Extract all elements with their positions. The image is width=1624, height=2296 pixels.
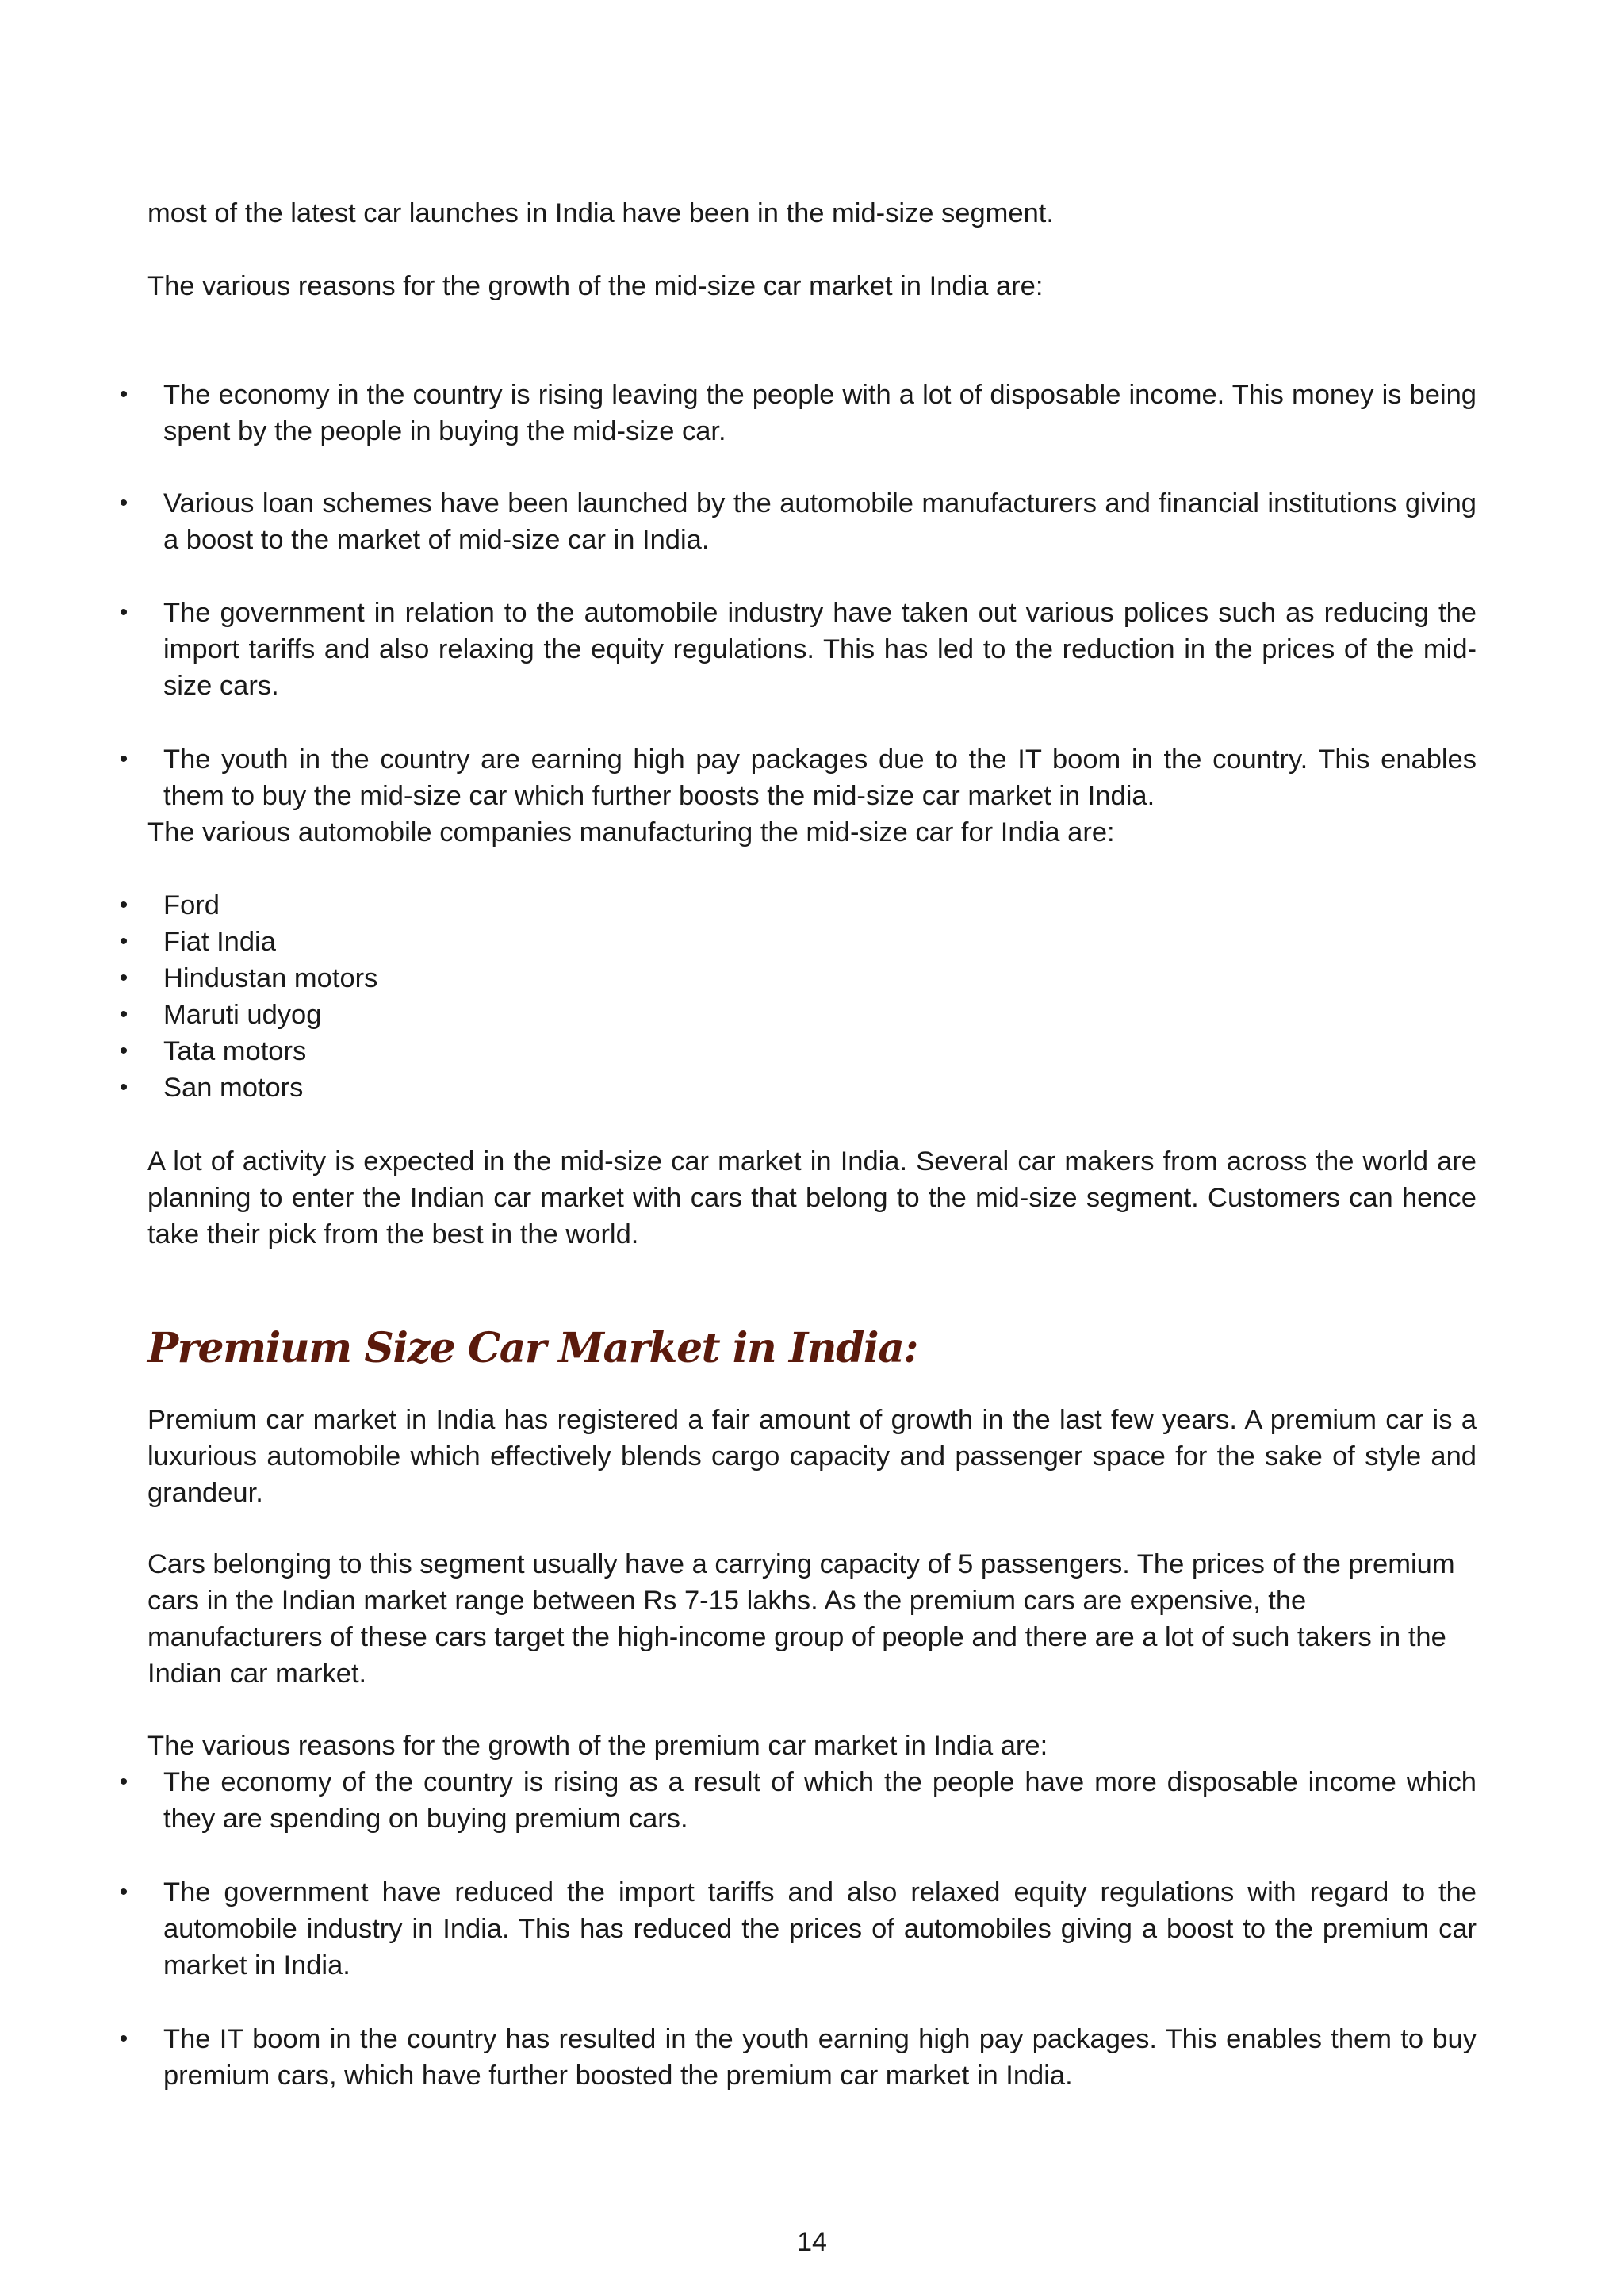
page-number: 14 bbox=[797, 2227, 827, 2257]
list-item: Maruti udyog bbox=[163, 1000, 322, 1030]
premium-paragraph-1: Premium car market in India has registered a fair amount of growth in the last few years. A premium car is a luxurious automobile which effectively blends cargo capacity and passenger space for the sake of style and grandeur. bbox=[147, 1405, 1477, 1508]
premium-reasons-intro: The various reasons for the growth of the premium car market in India are: bbox=[147, 1731, 1048, 1761]
list-item: Hindustan motors bbox=[163, 963, 378, 993]
bullet-icon: • bbox=[119, 928, 128, 955]
list-item: The government have reduced the import tariffs and also relaxed equity regulations with regard to the automobile industry in India. This has reduced the prices of automobiles giving a boost to the premium car market in India. bbox=[163, 1877, 1477, 1980]
premium-paragraph-2: Cars belonging to this segment usually have a carrying capacity of 5 passengers. The prices of the premium cars in the Indian market range between Rs 7-15 lakhs. As the premium cars are expensive, the manufacturers of these cars target the high-income group of people and there are a lot of such takers in the Indian car market. bbox=[147, 1549, 1455, 1689]
list-item: The government in relation to the automobile industry have taken out various polices such as reducing the import tariffs and also relaxing the equity regulations. This has led to the reduction in the prices of the mid-size cars. bbox=[163, 598, 1477, 701]
bullet-icon: • bbox=[119, 1769, 128, 1795]
list-item: The economy of the country is rising as a result of which the people have more disposable income which they are spending on buying premium cars. bbox=[163, 1767, 1477, 1834]
list-item: Various loan schemes have been launched by the automobile manufacturers and financial institutions giving a boost to the market of mid-size car in India. bbox=[163, 488, 1477, 555]
midsize-outlook-paragraph: A lot of activity is expected in the mid-size car market in India. Several car makers from across the world are planning to enter the Indian car market with cars that belong to the mid-size segment. Customers can hence take their pick from the best in the world. bbox=[147, 1146, 1477, 1249]
bullet-icon: • bbox=[119, 599, 128, 626]
bullet-icon: • bbox=[119, 1074, 128, 1100]
intro-line: most of the latest car launches in India have been in the mid-size segment. bbox=[147, 198, 1054, 228]
list-item: Tata motors bbox=[163, 1036, 307, 1066]
list-item: The economy in the country is rising leaving the people with a lot of disposable income. This money is being spent by the people in buying the mid-size car. bbox=[163, 380, 1477, 446]
bullet-icon: • bbox=[119, 2026, 128, 2052]
bullet-icon: • bbox=[119, 892, 128, 918]
bullet-icon: • bbox=[119, 1879, 128, 1905]
bullet-icon: • bbox=[119, 1038, 128, 1064]
list-item: Fiat India bbox=[163, 927, 276, 957]
bullet-icon: • bbox=[119, 965, 128, 991]
section-heading: Premium Size Car Market in India: bbox=[147, 1324, 918, 1372]
bullet-icon: • bbox=[119, 1001, 128, 1027]
list-item: The IT boom in the country has resulted in the youth earning high pay packages. This enables them to buy premium cars, which have further boosted the premium car market in India. bbox=[163, 2024, 1477, 2091]
bullet-icon: • bbox=[119, 490, 128, 516]
list-item: The youth in the country are earning high pay packages due to the IT boom in the country. This enables them to buy the mid-size car which further boosts the mid-size car market in India. bbox=[163, 744, 1477, 811]
bullet-icon: • bbox=[119, 746, 128, 772]
midsize-reasons-intro: The various reasons for the growth of the mid-size car market in India are: bbox=[147, 271, 1044, 301]
companies-intro: The various automobile companies manufacturing the mid-size car for India are: bbox=[147, 817, 1115, 848]
bullet-icon: • bbox=[119, 381, 128, 408]
list-item: San motors bbox=[163, 1073, 304, 1103]
list-item: Ford bbox=[163, 890, 220, 920]
